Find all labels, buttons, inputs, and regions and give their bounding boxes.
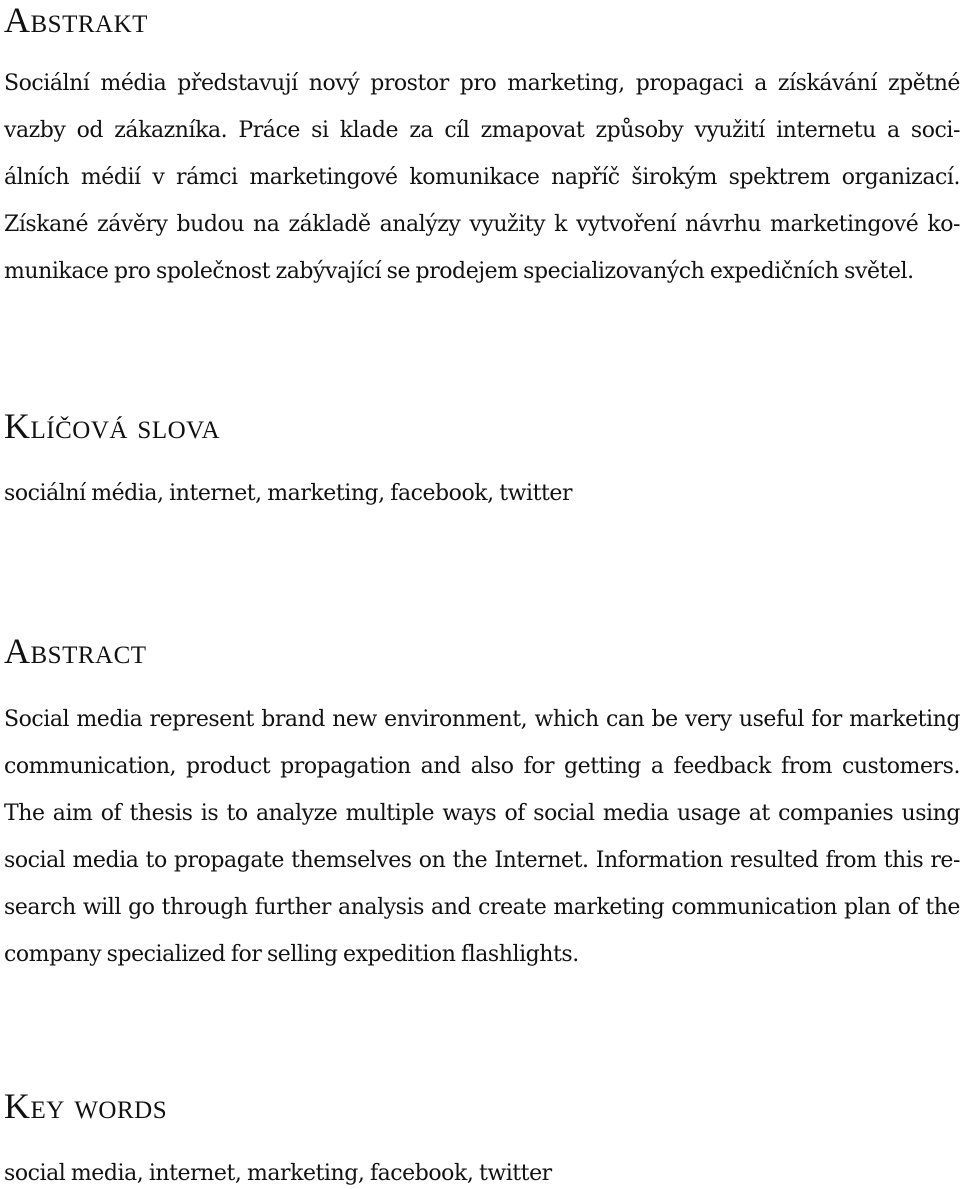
key-words-text: social media, internet, marketing, facebook, twitter [4, 1161, 552, 1186]
abstract-line: The aim of thesis is to analyze multiple ways of social media usage at companies using [4, 801, 960, 826]
abstrakt-line: álních médií v rámci marketingové komunikace napříč širokým spektrem organizací. [4, 165, 960, 190]
abstrakt-line: vazby od zákazníka. Práce si klade za cíl zmapovat způsoby využití internetu a soci- [4, 118, 960, 143]
abstract-paragraph [4, 696, 960, 978]
abstrakt-line: Sociální média představují nový prostor pro marketing, propagaci a získávání zpětné [4, 71, 960, 96]
abstract-line: communication, product propagation and also for getting a feedback from customers. [4, 754, 960, 779]
abstract-line: social media to propagate themselves on the Internet. Information resulted from this re- [4, 848, 960, 873]
abstrakt-line: Získané závěry budou na základě analýzy využity k vytvoření návrhu marketingové ko- [4, 212, 960, 237]
klicova-slova-text: sociální média, internet, marketing, facebook, twitter [4, 481, 573, 506]
abstract-line: Social media represent brand new environment, which can be very useful for marketing [4, 707, 960, 732]
abstrakt-heading: Abstrakt [4, 0, 148, 40]
abstract-line: company specialized for selling expedition flashlights. [4, 942, 579, 967]
abstract-heading: Abstract [4, 631, 147, 671]
key-words-heading: Key words [4, 1086, 168, 1126]
klicova-slova-heading: Klíčová slova [4, 406, 221, 446]
abstrakt-paragraph [4, 60, 960, 295]
abstrakt-line: munikace pro společnost zabývající se prodejem specializovaných expedičních světel. [4, 259, 914, 284]
abstract-line: search will go through further analysis and create marketing communication plan of the [4, 895, 960, 920]
